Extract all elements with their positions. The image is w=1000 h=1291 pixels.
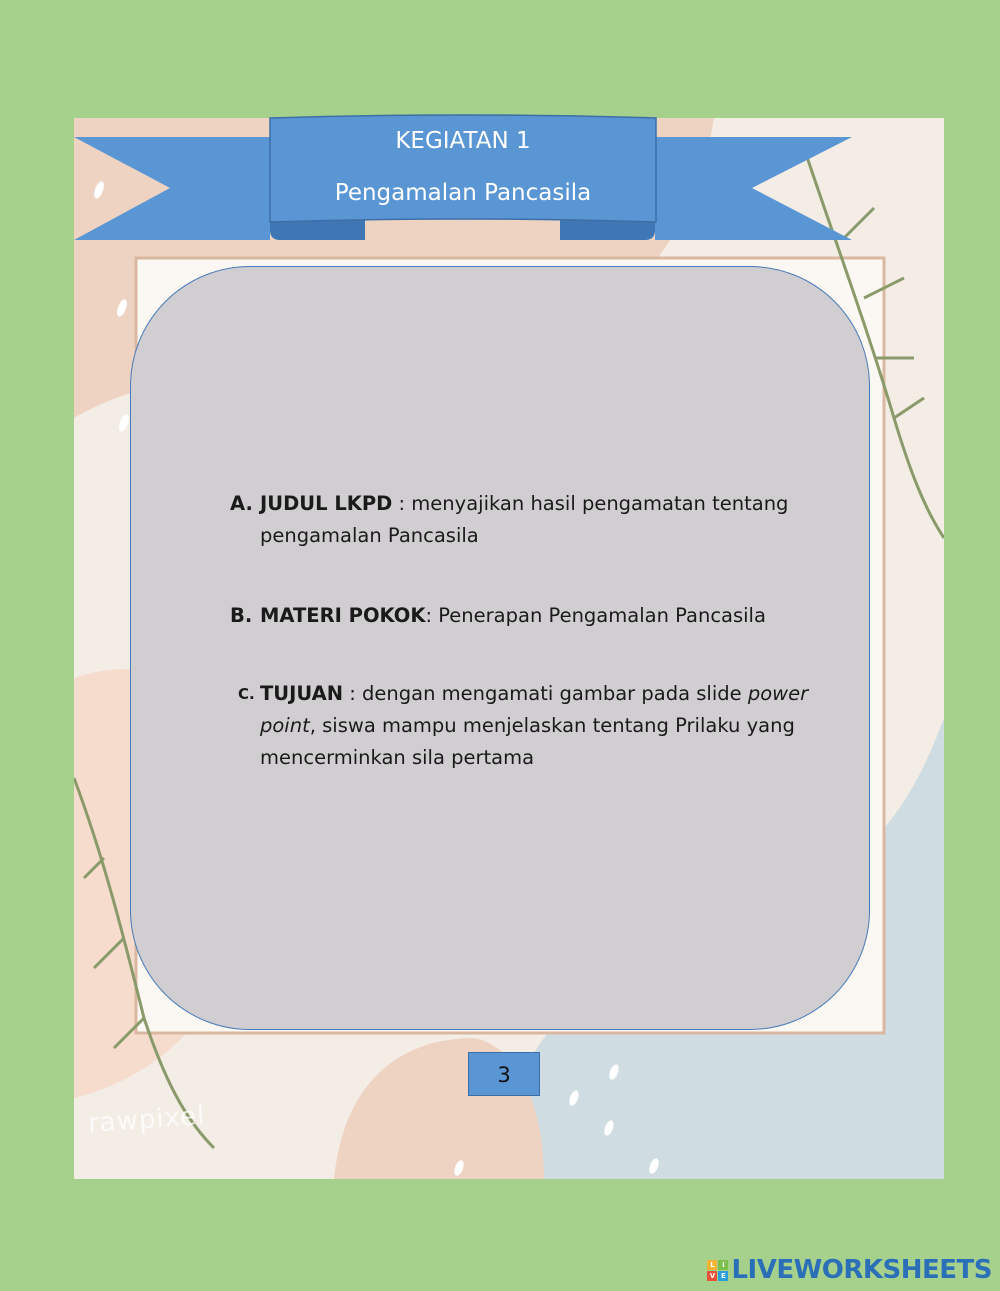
item-marker: C. (238, 685, 255, 703)
watermark: rawpixel (87, 1100, 207, 1140)
ribbon-fold-left (270, 220, 365, 240)
item-materi (230, 600, 830, 632)
item-marker: B. (230, 604, 253, 627)
item-text: : menyajikan hasil pengamatan tentang pengamalan Pancasila (260, 492, 789, 547)
brand-logo[interactable] (707, 1254, 992, 1286)
item-label: JUDUL LKPD (260, 492, 393, 515)
page-subtitle: Pengamalan Pancasila (334, 180, 592, 206)
item-label: MATERI POKOK (260, 604, 426, 627)
item-text-italic: power point (260, 682, 809, 737)
ribbon-fold-right (560, 220, 655, 240)
ribbon-right-tail (655, 137, 852, 240)
page-number: 3 (468, 1052, 540, 1096)
item-text: : Penerapan Pengamalan Pancasila (425, 604, 766, 627)
item-label: TUJUAN (260, 682, 344, 705)
item-text: : dengan mengamati gambar pada slide (343, 682, 748, 705)
brand-name: LIVEWORKSHEETS (731, 1255, 992, 1285)
brand-logo-icon: L I V E (707, 1260, 728, 1281)
item-text: , siswa mampu menjelaskan tentang Prilaku yang mencerminkan sila pertama (260, 714, 795, 769)
page-title: KEGIATAN 1 (395, 128, 531, 154)
content-card (130, 266, 870, 1030)
item-judul (230, 488, 830, 552)
item-marker: A. (230, 492, 253, 515)
ribbon-left-tail (74, 137, 270, 240)
item-tujuan (230, 678, 830, 774)
